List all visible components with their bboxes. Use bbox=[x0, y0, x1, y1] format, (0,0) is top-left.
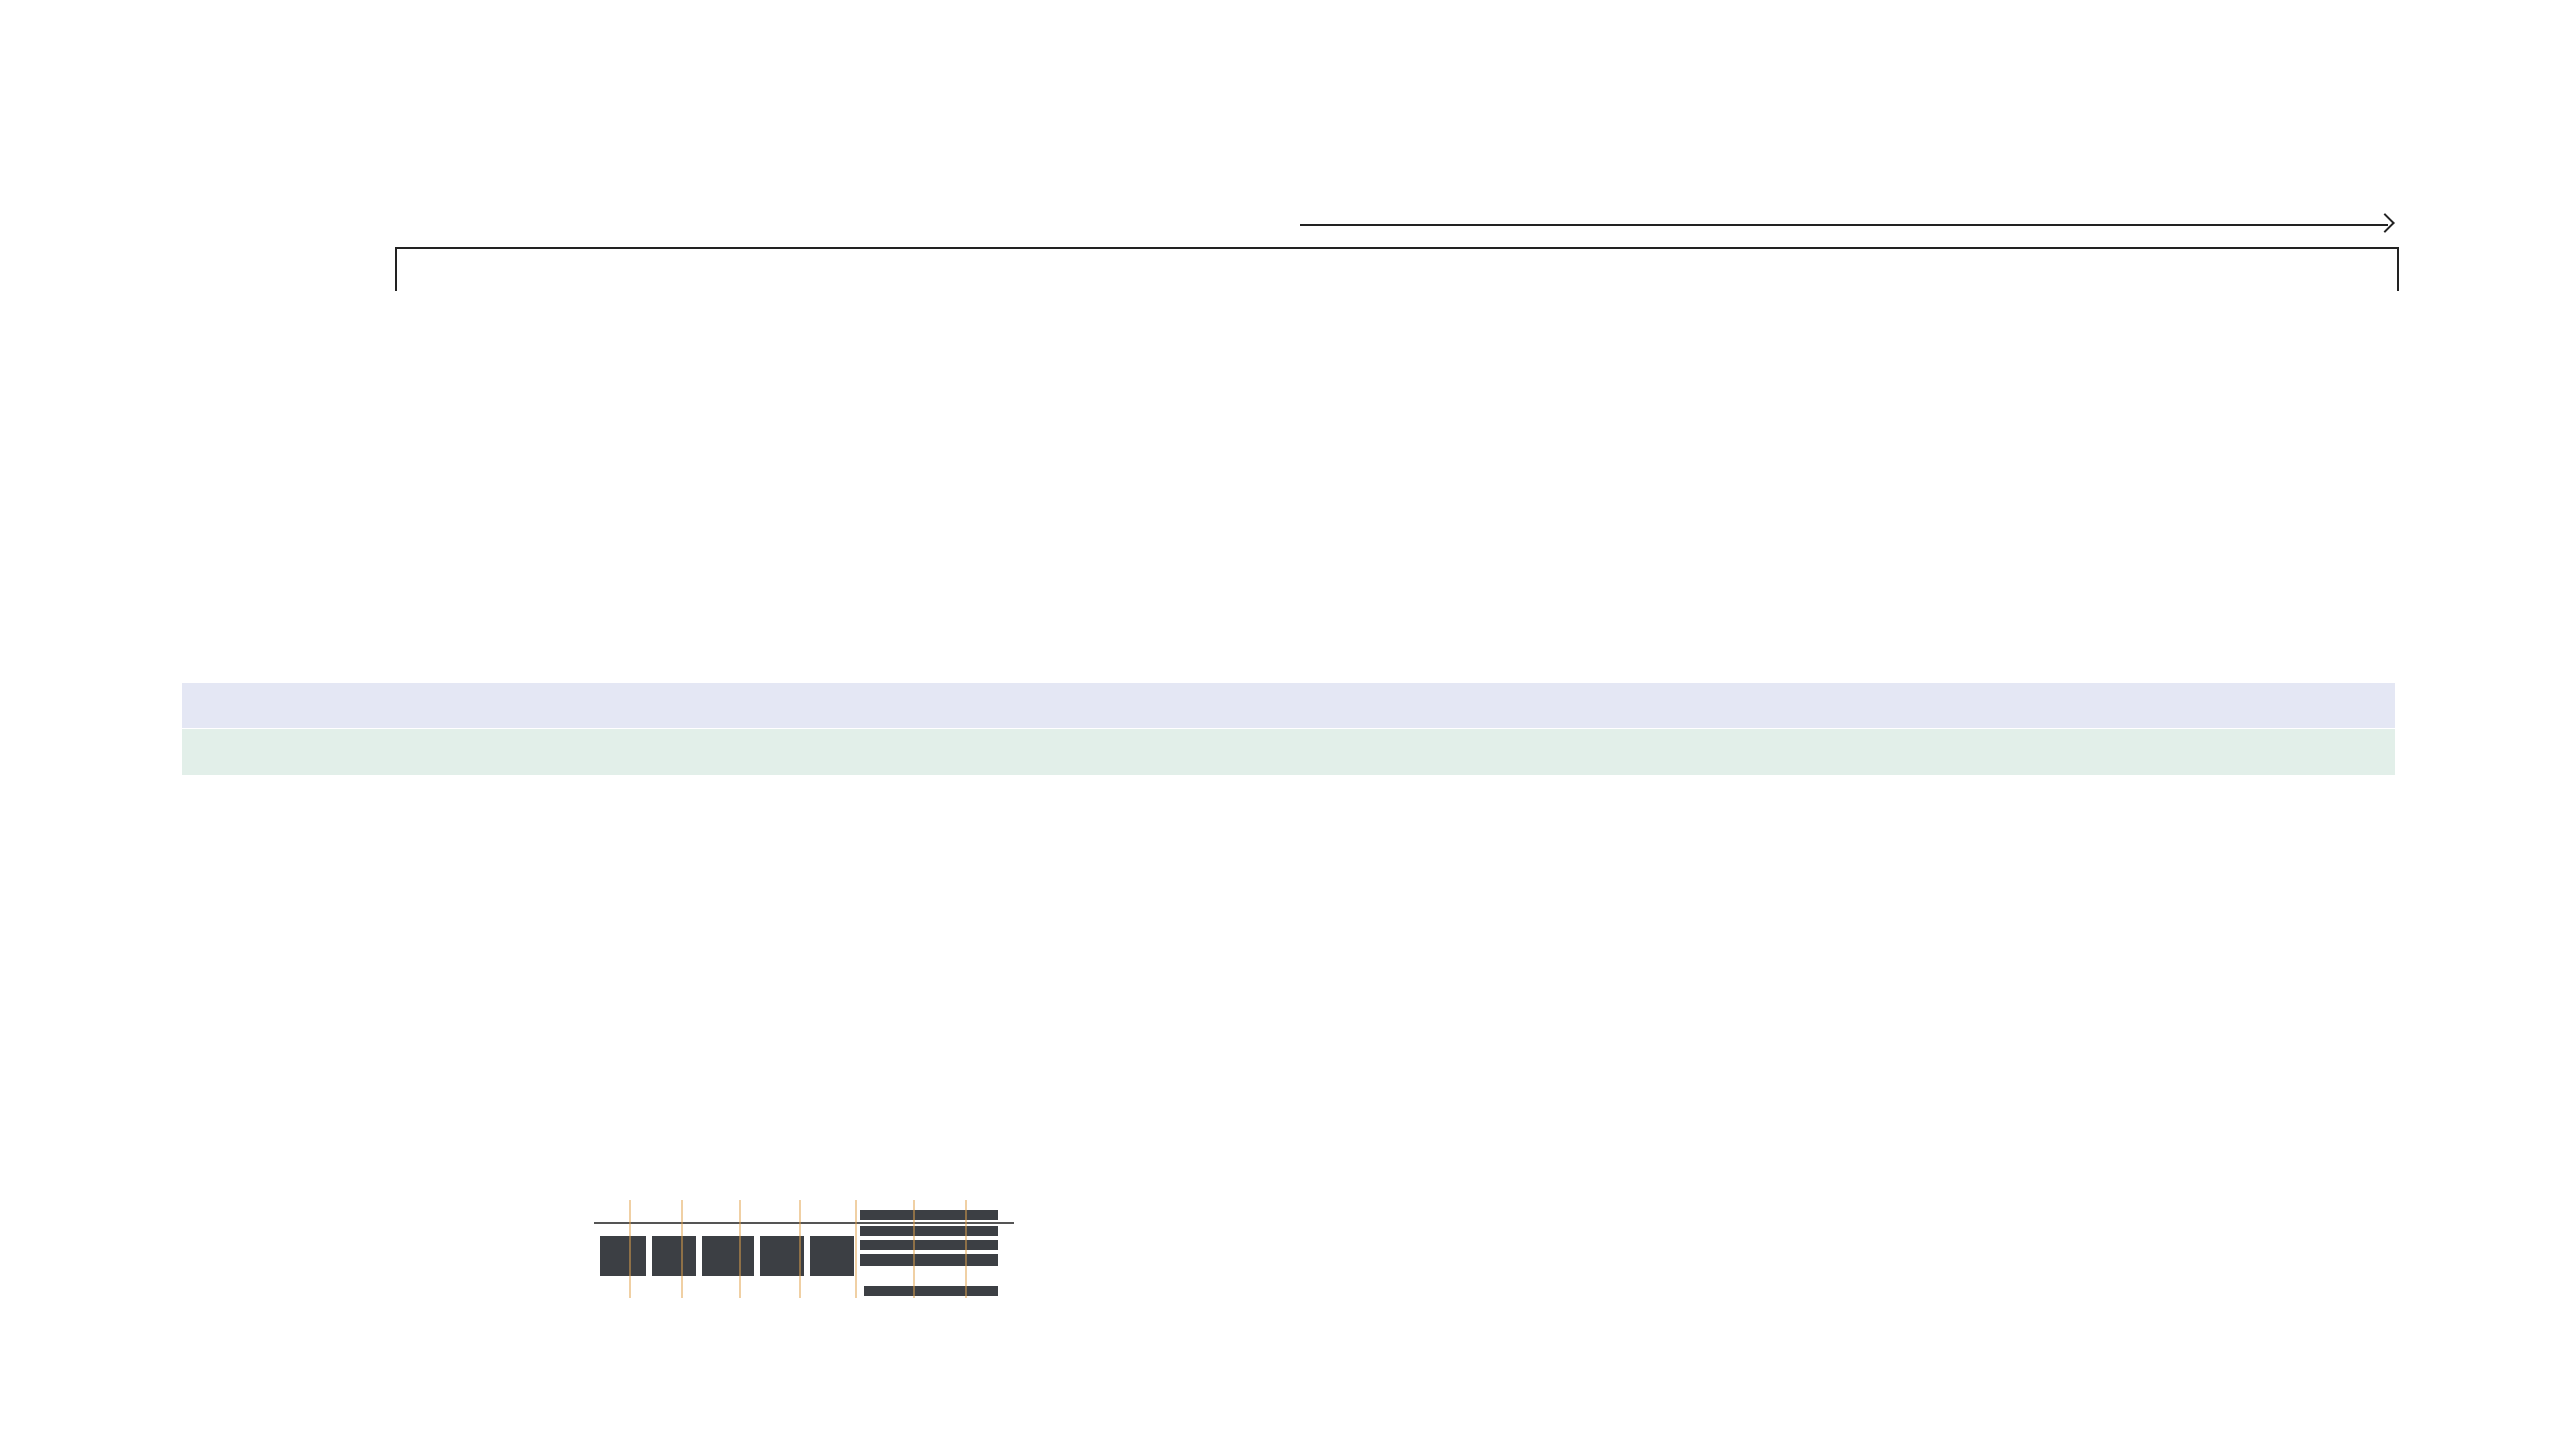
journey-arrow-head bbox=[2375, 213, 2395, 233]
phase-header-box bbox=[395, 247, 2399, 291]
jm-stage-band bbox=[182, 729, 2395, 775]
embedded-process-diagram bbox=[574, 1186, 1022, 1302]
journey-arrow bbox=[1300, 224, 2388, 226]
customer-stage-band bbox=[182, 683, 2395, 728]
